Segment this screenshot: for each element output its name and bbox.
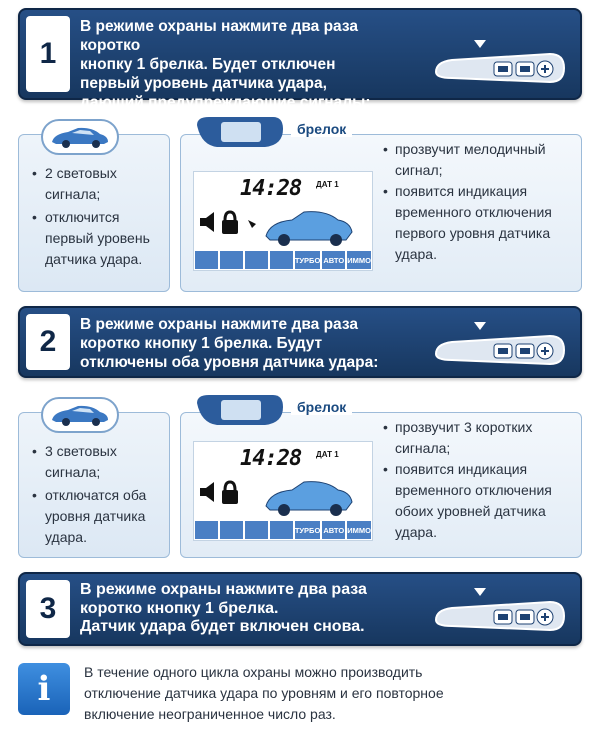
lcd-time: 14:28: [240, 446, 302, 471]
speaker-icon: [200, 482, 214, 502]
keyfob-remote-icon: [432, 40, 568, 90]
car-signals-box: [18, 134, 170, 292]
car-icon: [41, 119, 119, 155]
signal-bullet: • отключатся оба уровня датчика удара.: [29, 485, 165, 548]
info-icon: i: [18, 663, 70, 715]
lock-icon: [222, 490, 238, 504]
result-panel-2: [18, 390, 582, 558]
keyfob-remote-icon: [432, 588, 568, 638]
keyfob-bullet: • прозвучит мелодичный сигнал;: [381, 139, 575, 181]
result-panel-1: [18, 112, 582, 292]
step-number: 2: [26, 314, 70, 370]
lcd-time: 14:28: [240, 176, 302, 201]
car-icon: [41, 397, 119, 433]
lcd-shock-sensor-label: ДАТ 1: [316, 450, 339, 459]
keyfob-bullet: • появится индикация временного отключения первого уровня датчика удара.: [381, 181, 575, 265]
step-number: 3: [26, 580, 70, 638]
speaker-icon: [200, 212, 214, 232]
step-3-banner: [18, 572, 582, 646]
keyfob-bullet: • появится индикация временного отключения обоих уровней датчика удара.: [381, 459, 575, 543]
lcd-car-graphic: [196, 470, 372, 522]
keyfob-icon: [195, 115, 285, 151]
keyfob-lcd-display: [193, 441, 373, 541]
car-signals-box: [18, 412, 170, 558]
keyfob-icon: [195, 393, 285, 429]
keyfob-remote-icon: [432, 322, 568, 372]
keyfob-result-box: [180, 121, 582, 292]
lcd-status-icons: ТУРБО АВТО ИММО: [195, 521, 371, 539]
lcd-car-graphic: [196, 200, 372, 252]
keyfob-bullet: • прозвучит 3 коротких сигнала;: [381, 417, 575, 459]
lock-icon: [222, 220, 238, 234]
brelok-label: брелок: [291, 121, 352, 137]
lcd-status-icons: ТУРБО АВТО ИММО: [195, 251, 371, 269]
keyfob-result-box: [180, 399, 582, 558]
brelok-label: брелок: [291, 399, 352, 415]
step-2-banner: [18, 306, 582, 378]
signal-bullet: • 3 световых сигнала;: [29, 441, 165, 483]
lcd-shock-sensor-label: ДАТ 1: [316, 180, 339, 189]
step-instruction: В режиме охраны нажмите два раза коротко кнопку 1 брелка. Будет отключен первый уровень датчика удара, дающий предупреждающие сигналы:: [80, 18, 371, 111]
signal-bullet: • отключится первый уровень датчика удара.: [29, 207, 165, 270]
step-instruction: В режиме охраны нажмите два раза коротко кнопку 1 брелка. Датчик удара будет включен снова.: [80, 581, 367, 635]
info-note: В течение одного цикла охраны можно производить отключение датчика удара по уровням и его повторное включение неограниченное число раз.: [84, 664, 444, 722]
step-number: 1: [26, 16, 70, 92]
signal-bullet: • 2 световых сигнала;: [29, 163, 165, 205]
step-instruction: В режиме охраны нажмите два раза коротко кнопку 1 брелка. Будут отключены оба уровня датчика удара:: [80, 316, 379, 371]
keyfob-lcd-display: [193, 171, 373, 271]
step-1-banner: [18, 8, 582, 111]
